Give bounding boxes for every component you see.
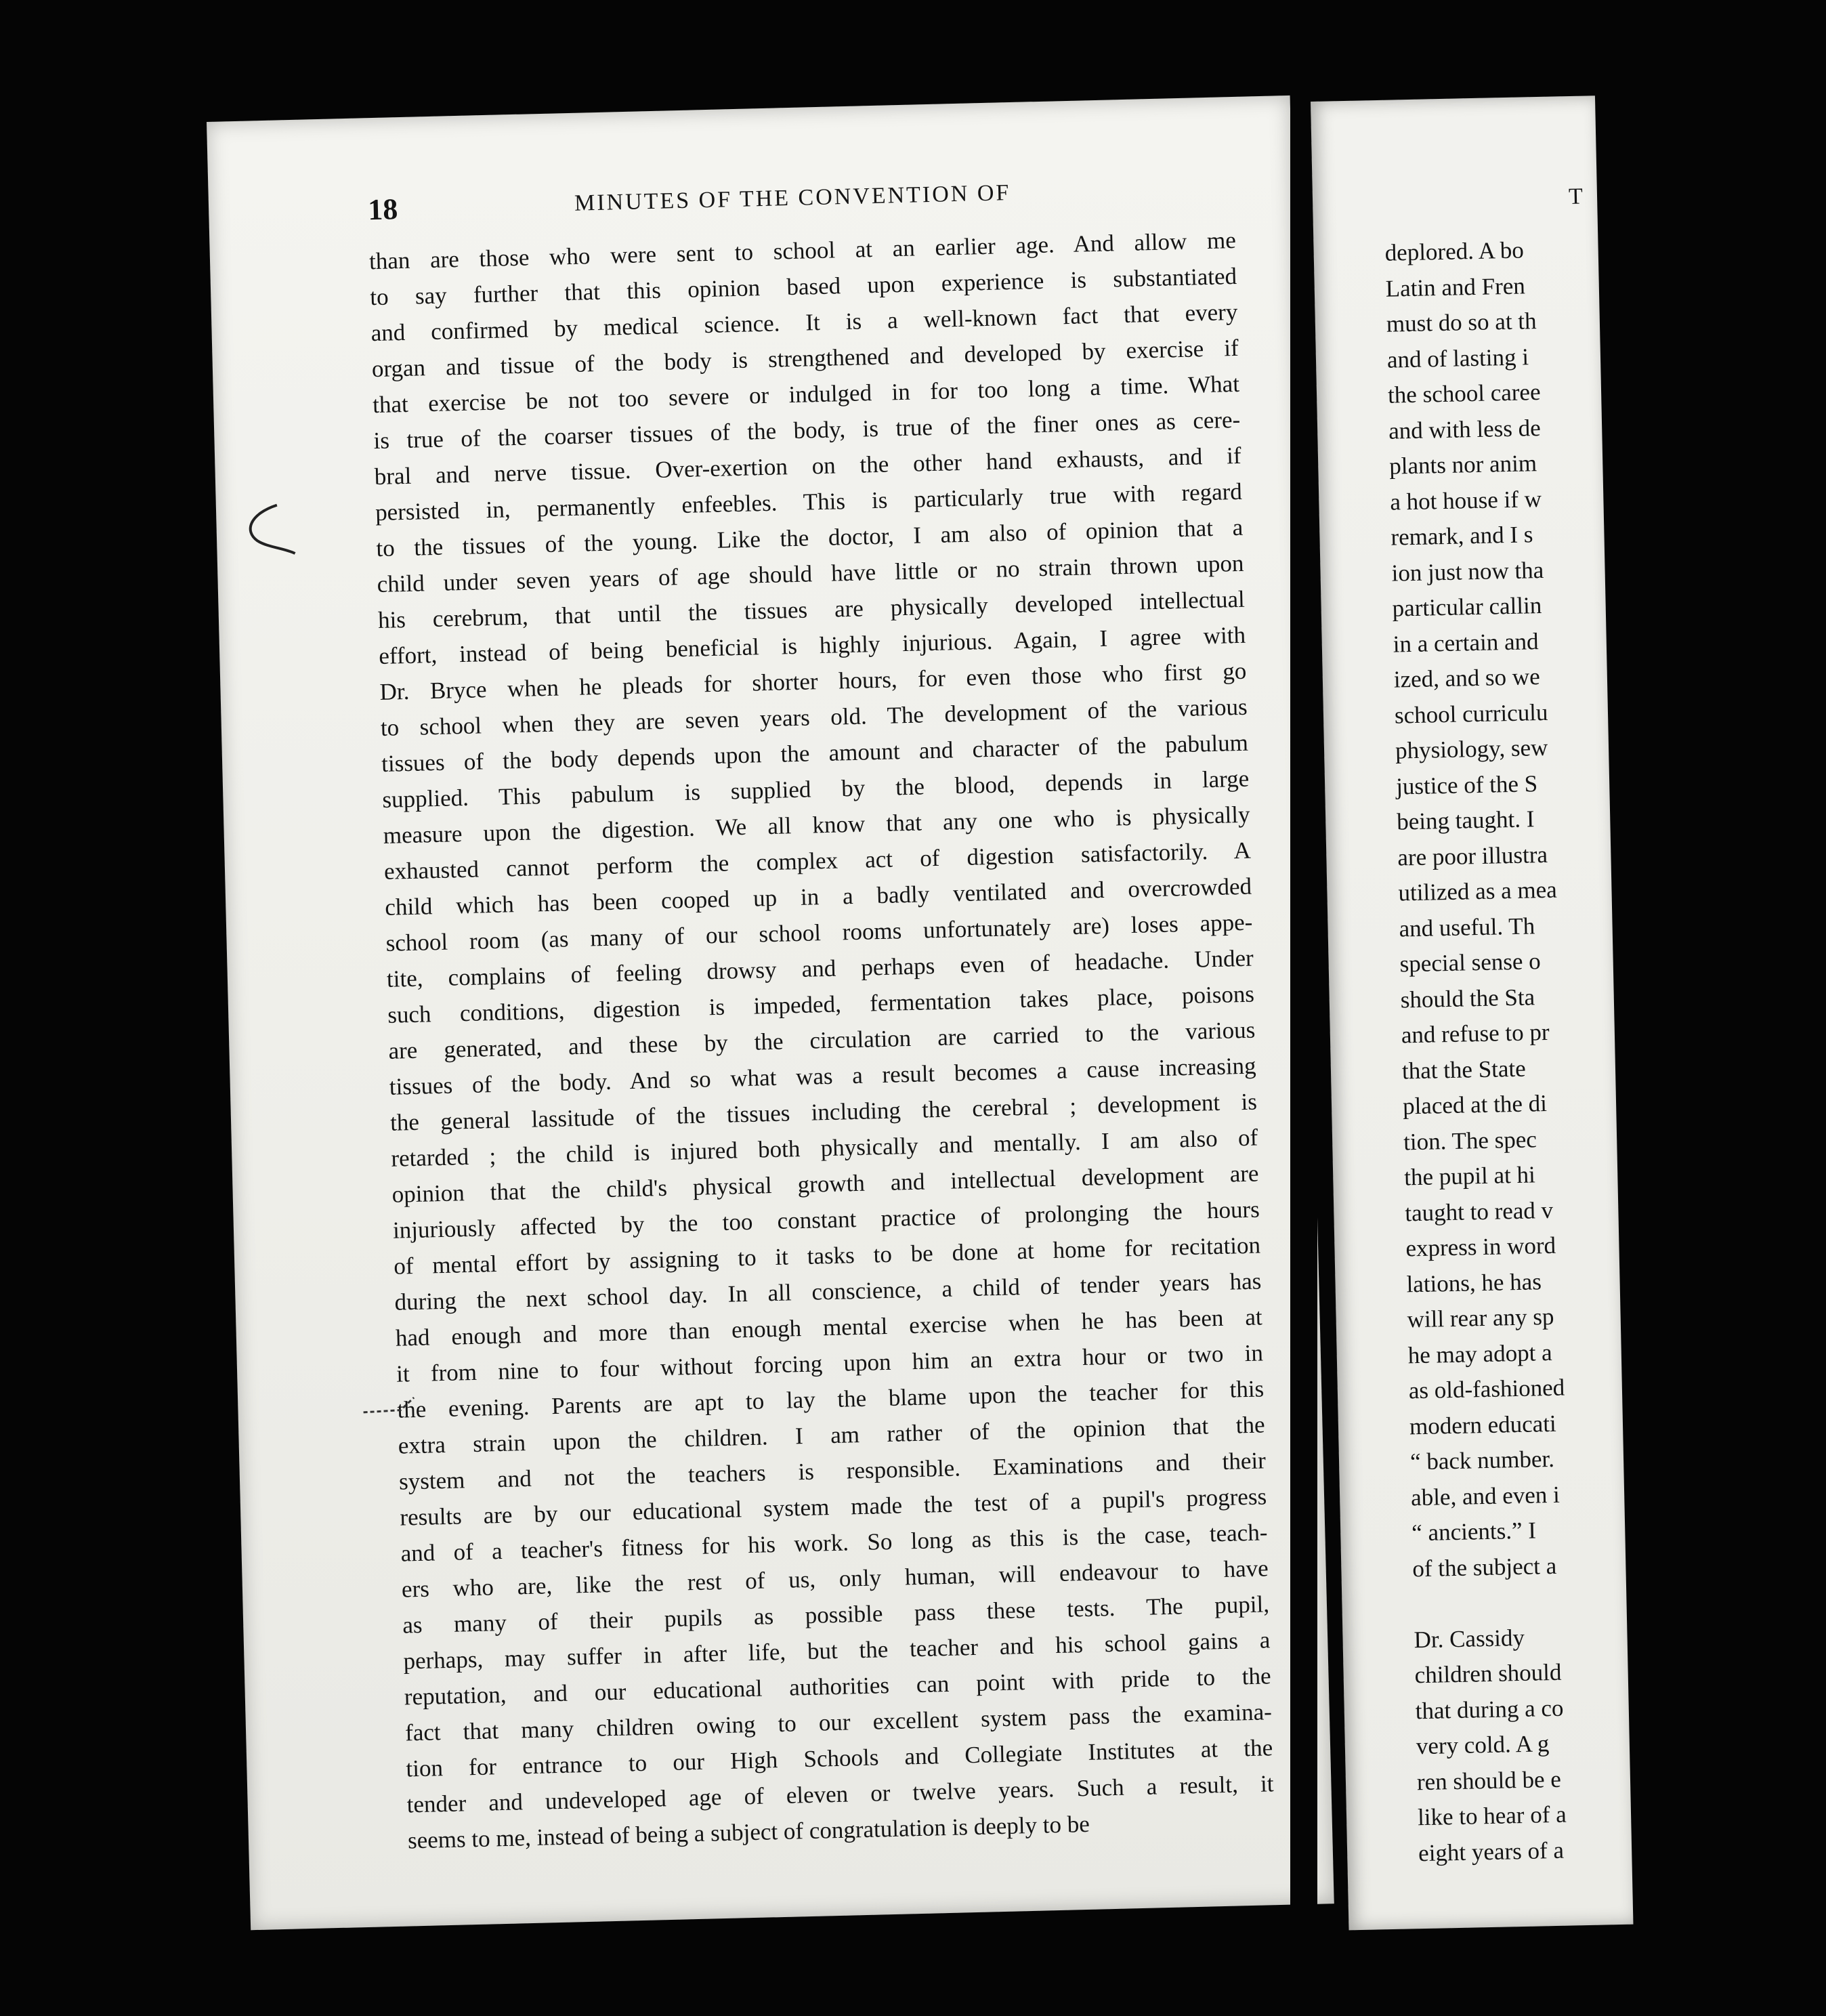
text-line: organ and tissue of the body is strengthened and developed by exercise if xyxy=(371,334,1239,383)
text-line: that the State xyxy=(1401,1055,1527,1084)
text-line: ion just now tha xyxy=(1391,556,1544,587)
text-line: to school when they are seven years old. The development of the various xyxy=(380,693,1248,741)
text-line: bral and nerve tissue. Over-exertion on the other hand exhausts, and if xyxy=(374,442,1241,490)
text-line: tissues of the body. And so what was a result becomes a cause increasing xyxy=(389,1052,1256,1100)
text-line: will rear any sp xyxy=(1407,1303,1554,1333)
text-line: children should xyxy=(1414,1658,1562,1689)
book-gutter xyxy=(1290,102,1317,1944)
text-line: Dr. Bryce when he pleads for shorter hours, for even those who first go xyxy=(379,657,1247,705)
text-line: are poor illustra xyxy=(1397,841,1548,871)
text-line: like to hear of a xyxy=(1417,1801,1567,1831)
text-line: supplied. This pabulum is supplied by the blood, depends in large xyxy=(382,765,1250,813)
text-line: Dr. Cassidy xyxy=(1414,1624,1525,1653)
text-line: his cerebrum, that until the tissues are physically developed intellectual xyxy=(377,585,1246,634)
text-line: plants nor anim xyxy=(1388,450,1537,480)
text-line: tion. The spec xyxy=(1403,1125,1537,1155)
margin-arrow-mark xyxy=(236,499,299,562)
text-line: measure upon the digestion. We all know that any one who is physically xyxy=(383,801,1250,849)
text-line: particular callin xyxy=(1392,592,1542,622)
text-line: results are by our educational system made the test of a pupil's progress xyxy=(399,1483,1267,1531)
text-line: extra strain upon the children. I am rather of the opinion that the xyxy=(398,1411,1265,1459)
text-line: eight years of a xyxy=(1418,1836,1565,1866)
running-header: MINUTES OF THE CONVENTION OF xyxy=(574,180,1011,216)
text-line: the school caree xyxy=(1387,378,1541,408)
text-line: that during a co xyxy=(1415,1694,1564,1724)
text-line: very cold. A g xyxy=(1416,1730,1550,1760)
text-line: school room (as many of our school rooms unfortunately are) loses appe- xyxy=(385,908,1253,957)
text-line: tion for entrance to our High Schools and Collegiate Institutes at the xyxy=(406,1734,1273,1782)
text-line: tite, complains of feeling drowsy and perhaps even of headache. Under xyxy=(386,944,1254,992)
body-text xyxy=(368,222,1275,1859)
text-line: deplored. A bo xyxy=(1384,236,1525,266)
text-line: exhausted cannot perform the complex act of digestion satisfactorily. A xyxy=(383,837,1252,885)
text-line: such conditions, digestion is impeded, fermentation takes place, poisons xyxy=(387,980,1255,1028)
text-line: ers who are, like the rest of us, only human, will endeavour to have xyxy=(401,1555,1269,1603)
text-line: child under seven years of age should have little or no strain thrown upon xyxy=(377,549,1244,598)
text-line: ren should be e xyxy=(1416,1765,1562,1795)
text-line: ized, and so we xyxy=(1393,663,1541,693)
text-line: to the tissues of the young. Like the doctor, I am also of opinion that a xyxy=(375,513,1244,562)
right-running-header: T xyxy=(1568,184,1584,210)
text-line: that exercise be not too severe or indulged in for too long a time. What xyxy=(372,370,1240,419)
text-line: persisted in, permanently enfeebles. This is particularly true with regard xyxy=(375,478,1243,526)
text-line: during the next school day. In all conscience, a child of tender years has xyxy=(394,1267,1262,1316)
text-line: tender and undeveloped age of eleven or twelve years. Such a result, it xyxy=(406,1770,1274,1818)
text-line: school curriculu xyxy=(1394,698,1548,729)
text-line: it from nine to four without forcing upon him an extra hour or two in xyxy=(396,1339,1264,1387)
text-line: Latin and Fren xyxy=(1385,272,1526,302)
text-line: utilized as a mea xyxy=(1398,876,1558,906)
text-line: tissues of the body depends upon the amount and character of the pabulum xyxy=(381,729,1249,777)
text-line: opinion that the child's physical growth and intellectual development are xyxy=(391,1160,1259,1208)
text-line: “ back number. xyxy=(1409,1445,1555,1475)
text-line: of mental effort by assigning to it tasks to be done at home for recitation xyxy=(393,1232,1261,1280)
text-line: special sense o xyxy=(1399,948,1542,978)
text-line: and of lasting i xyxy=(1386,343,1529,373)
text-line: and with less de xyxy=(1388,414,1542,444)
page-number: 18 xyxy=(367,192,398,227)
margin-pencil-mark xyxy=(363,1391,425,1419)
text-line: are generated, and these by the circulation are carried to the various xyxy=(388,1016,1256,1064)
text-line: system and not the teachers is responsible. Examinations and their xyxy=(398,1447,1267,1495)
text-line: and useful. Th xyxy=(1399,912,1535,942)
text-line: effort, instead of being beneficial is highly injurious. Again, I agree with xyxy=(378,621,1246,670)
text-line: seems to me, instead of being a subject of congratulation is deeply to be xyxy=(407,1810,1090,1854)
text-line: taught to read v xyxy=(1404,1196,1554,1226)
text-line: child which has been cooped up in a badly ventilated and overcrowded xyxy=(384,873,1252,921)
text-line: should the Sta xyxy=(1400,983,1535,1013)
left-page xyxy=(207,96,1334,1930)
text-line: the general lassitude of the tissues including the cerebral ; development is xyxy=(389,1088,1258,1136)
text-line: as old-fashioned xyxy=(1408,1374,1565,1404)
text-line: fact that many children owing to our excellent system pass the examina- xyxy=(404,1698,1273,1746)
text-line: retarded ; the child is injured both physically and mentally. I am also of xyxy=(390,1124,1258,1172)
text-line: must do so at th xyxy=(1386,308,1537,337)
text-line: and of a teacher's fitness for his work. So long as this is the case, teach- xyxy=(400,1519,1268,1567)
text-line: of the subject a xyxy=(1411,1552,1557,1582)
text-line: in a certain and xyxy=(1393,627,1539,658)
text-line: being taught. I xyxy=(1396,805,1535,835)
text-line: remark, and I s xyxy=(1390,521,1533,551)
right-body-text xyxy=(1384,227,1825,1871)
text-line: had enough and more than enough mental exercise when he has been at xyxy=(395,1303,1263,1351)
text-line: as many of their pupils as possible pass these tests. The pupil, xyxy=(402,1591,1270,1639)
text-line: the pupil at hi xyxy=(1403,1161,1536,1191)
right-page xyxy=(1311,96,1633,1930)
text-line: placed at the di xyxy=(1402,1090,1548,1120)
text-line: lations, he has xyxy=(1406,1267,1542,1297)
text-line: the evening. Parents are apt to lay the blame upon the teacher for this xyxy=(397,1375,1265,1423)
text-line: a hot house if w xyxy=(1389,485,1542,516)
text-line: to say further that this opinion based upon experience is substantiated xyxy=(369,262,1237,311)
text-line: reputation, and our educational authorities can point with pride to the xyxy=(404,1662,1271,1710)
text-line: and refuse to pr xyxy=(1401,1018,1550,1049)
text-line: physiology, sew xyxy=(1395,734,1548,764)
text-line: “ ancients.” I xyxy=(1411,1517,1537,1547)
text-line: modern educati xyxy=(1409,1410,1557,1440)
text-line: justice of the S xyxy=(1395,770,1538,800)
text-line: he may adopt a xyxy=(1407,1339,1552,1368)
text-line: injuriously affected by the too constant practice of prolonging the hours xyxy=(392,1196,1260,1244)
text-line: than are those who were sent to school at an earlier age. And allow me xyxy=(368,226,1237,275)
text-line: and confirmed by medical science. It is a well-known fact that every xyxy=(370,298,1238,347)
text-line: able, and even i xyxy=(1410,1481,1560,1511)
text-line: perhaps, may suffer in after life, but the teacher and his school gains a xyxy=(403,1626,1271,1675)
text-line: is true of the coarser tissues of the body, is true of the finer ones as cere- xyxy=(373,406,1241,455)
text-line: express in word xyxy=(1405,1232,1556,1262)
